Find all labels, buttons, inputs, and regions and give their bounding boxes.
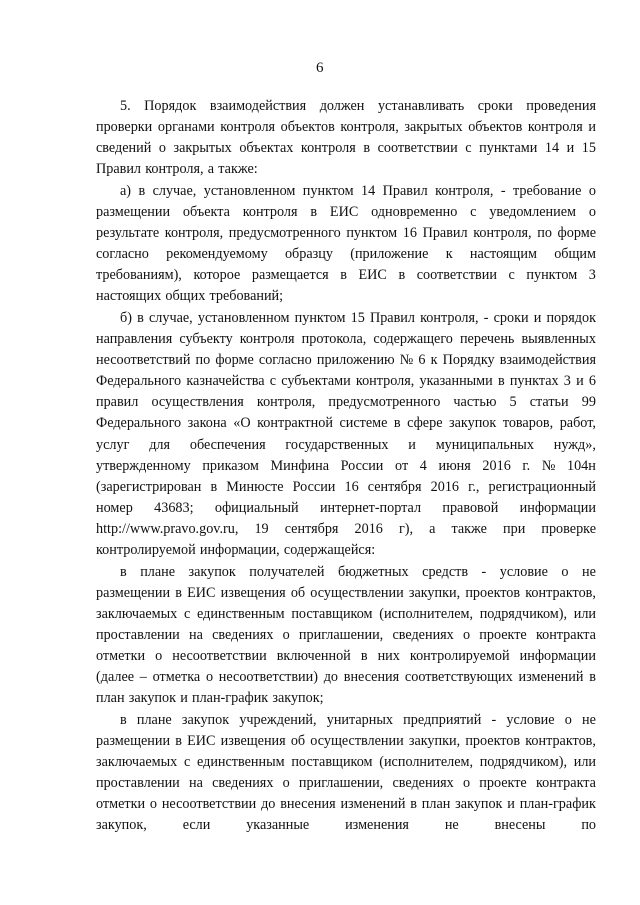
- text-line: http://www.pravo.gov.ru, 19 сентября 2016 г), а также при проверке: [96, 520, 596, 537]
- paragraph-p5: [96, 96, 596, 180]
- text-line: несоответствий по форме согласно приложению № 6 к Порядку взаимодействия: [96, 352, 596, 369]
- text-line: в плане закупок получателей бюджетных средств - условие о не: [120, 563, 596, 580]
- text-line: контролируемой информации, содержащейся:: [96, 541, 376, 558]
- text-line: проставлении на сведениях о приглашении, сведениях о проекте контракта: [96, 775, 596, 791]
- text-line: размещении в ЕИС извещения об осуществлении закупки, проектов контрактов,: [96, 584, 596, 601]
- text-line: закупок, если указанные изменения не внесены по: [96, 817, 596, 834]
- text-line: (далее – отметка о несоответствии) до внесения соответствующих изменений в: [96, 669, 596, 686]
- paragraph-pd: [96, 710, 596, 837]
- text-line: в плане закупок учреждений, унитарных предприятий - условие о не: [120, 711, 596, 728]
- text-line: отметки о несоответствии включенной в них контролируемой информации: [96, 647, 596, 664]
- text-line: размещении объекта контроля в ЕИС одновременно с уведомлением о: [96, 203, 596, 220]
- text-line: номер 43683; официальный интернет-портал правовой информации: [96, 499, 596, 516]
- text-line: проставлении на сведениях о приглашении, сведениях о проекте контракта: [96, 626, 596, 643]
- text-line: сведений о закрытых объектах контроля в соответствии с пунктами 14 и 15: [96, 140, 596, 157]
- text-line: отметки о несоответствии до внесения изменений в план закупок и план-график: [96, 796, 596, 813]
- text-line: настоящих общих требований;: [96, 288, 284, 305]
- page-number: 6: [316, 60, 324, 76]
- paragraph-pc: [96, 562, 596, 710]
- text-line: услуг для обеспечения государственных и муниципальных нужд»,: [96, 436, 596, 453]
- text-line: заключаемых с единственным поставщиком (исполнителем, подрядчиком), или: [96, 605, 596, 622]
- text-line: Федерального казначейства с субъектами контроля, указанными в пунктах 3 и 6: [96, 373, 596, 390]
- document-body: [96, 96, 596, 836]
- text-line: 5. Порядок взаимодействия должен устанавливать сроки проведения: [120, 98, 596, 114]
- paragraph-pb: [96, 308, 596, 561]
- text-line: план закупок и план-график закупок;: [96, 690, 324, 707]
- text-line: согласно рекомендуемому образцу (приложение к настоящим общим: [96, 246, 596, 263]
- text-line: требованиям), которое размещается в ЕИС в соответствии с пунктом 3: [96, 267, 596, 284]
- text-line: Федерального закона «О контрактной системе в сфере закупок товаров, работ,: [96, 415, 596, 432]
- text-line: (зарегистрирован в Минюсте России 16 сентября 2016 г., регистрационный: [96, 478, 596, 495]
- text-line: проверки органами контроля объектов контроля, закрытых объектов контроля и: [96, 119, 596, 136]
- text-line: б) в случае, установленном пунктом 15 Правил контроля, - сроки и порядок: [120, 309, 596, 326]
- text-line: заключаемых с единственным поставщиком (исполнителем, подрядчиком), или: [96, 753, 596, 770]
- text-line: направления субъекту контроля протокола, содержащего перечень выявленных: [96, 331, 596, 348]
- text-line: правил осуществления контроля, предусмотренного частью 5 статьи 99: [96, 394, 596, 411]
- paragraph-pa: [96, 181, 596, 308]
- text-line: Правил контроля, а также:: [96, 161, 258, 178]
- text-line: размещении в ЕИС извещения об осуществлении закупки, проектов контрактов,: [96, 732, 596, 749]
- text-line: а) в случае, установленном пунктом 14 Правил контроля, - требование о: [120, 182, 596, 199]
- text-line: утвержденному приказом Минфина России от 4 июня 2016 г. № 104н: [96, 457, 596, 474]
- text-line: результате контроля, предусмотренного пунктом 16 Правил контроля, по форме: [96, 225, 596, 242]
